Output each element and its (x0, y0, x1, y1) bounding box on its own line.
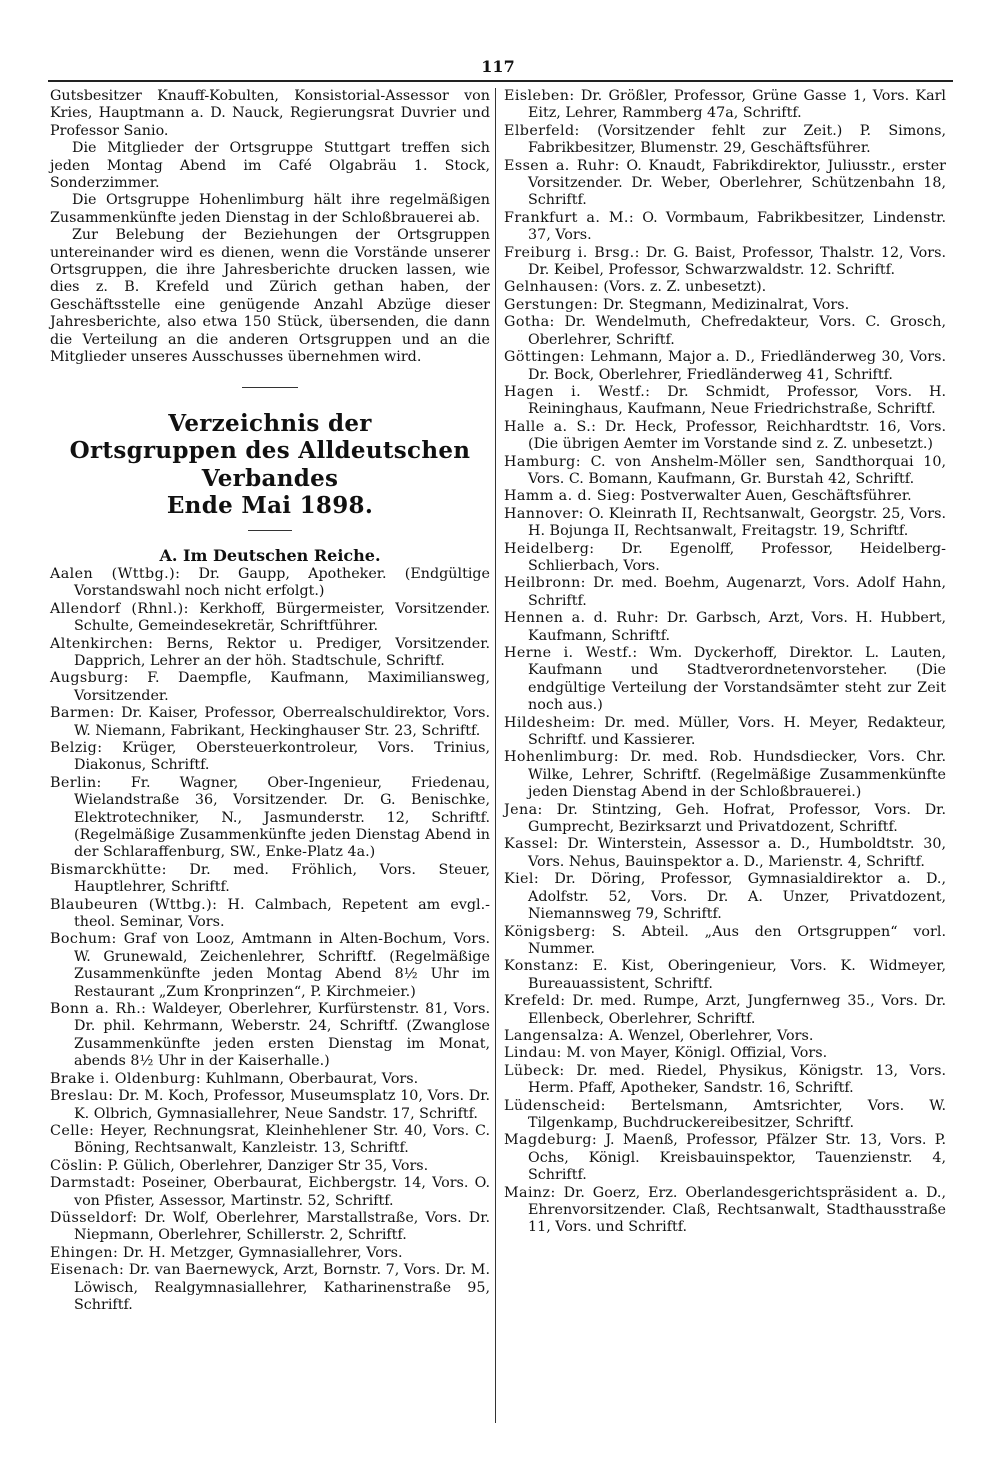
entry-place: Heidelberg: (504, 540, 595, 557)
entry-text: Dr. med. Boehm, Augenarzt, Vors. Adolf Hahn, Schriftf. (528, 575, 947, 609)
register-entry (504, 1132, 946, 1184)
entry-text: J. Maenß, Professor, Pfälzer Str. 13, Vors. P. Ochs, Königl. Kreisbauinspektor, Tauenzienstr. 4, Schriftf. (528, 1132, 947, 1184)
register-entry (50, 636, 490, 671)
entry-place: Hamburg: (504, 453, 581, 470)
entry-text: Dr. Wendelmuth, Chefredakteur, Vors. C. Grosch, Oberlehrer, Schriftf. (528, 314, 947, 348)
section-title: A. Im Deutschen Reiche. (159, 545, 381, 565)
register-entry (504, 158, 946, 210)
register-entry (504, 610, 946, 645)
register-entry (50, 862, 490, 897)
register-heading-line: Ortsgruppen des Alldeutschen Verbandes (69, 437, 471, 492)
entry-text: Dr. Stegmann, Medizinalrat, Vors. (602, 296, 850, 313)
entry-place: Bochum: (50, 931, 117, 948)
register-entry (504, 645, 946, 715)
entry-text: S. Abteil. „Aus den Ortsgruppen“ vorl. Nummer. (528, 923, 946, 957)
entry-place: Hamm a. d. Sieg: (504, 488, 636, 505)
register-entry (50, 1158, 490, 1175)
register-entry (504, 802, 946, 837)
entry-place: Belzig: (50, 739, 103, 756)
entry-text: Dr. Größler, Professor, Grüne Gasse 1, Vors. Karl Eitz, Lehrer, Rammberg 47a, Schriftf. (528, 88, 947, 122)
register-entry (50, 1001, 490, 1071)
entry-place: Lüdenscheid: (504, 1097, 606, 1114)
entry-text: Poseiner, Oberbaurat, Eichbergstr. 14, Vors. O. von Pfister, Assessor, Martinstr. 52, Schriftf. (74, 1175, 490, 1209)
register-entry (504, 575, 946, 610)
entry-place: Berlin: (50, 774, 102, 791)
register-entry (50, 1071, 490, 1088)
register-entry (504, 924, 946, 959)
left-column (50, 88, 490, 1314)
register-entry (504, 123, 946, 158)
entry-place: Barmen: (50, 705, 115, 722)
entry-text: Dr. med. Rumpe, Arzt, Jungfernweg 35., Vors. Dr. Ellenbeck, Oberlehrer, Schriftf. (528, 993, 947, 1027)
entry-place: Breslau: (50, 1088, 114, 1105)
entry-text: Kerkhoff, Bürgermeister, Vorsitzender. Schulte, Gemeindesekretär, Schriftführer. (74, 600, 490, 635)
register-entry (504, 993, 946, 1028)
entry-place: Heilbronn: (504, 575, 586, 592)
register-entry (504, 314, 946, 349)
entry-text: Fr. Wagner, Ober-Ingenieur, Friedenau, Wielandstraße 36, Vorsitzender. Dr. G. Benischke, Elektrotechniker, N., Jasmunderstr. 12, Schriftf. (Regelmäßige Zusammenkünfte jeden Dienstag Abend in der Schlaraffenburg, SW., Enke-Platz 4a.) (74, 774, 491, 861)
register-entry (504, 210, 946, 245)
entry-text: Dr. Schmidt, Professor, Vors. H. Reininghaus, Kaufmann, Neue Friedrichstraße, Schriftf. (528, 383, 946, 418)
entry-place: Elberfeld: (504, 122, 580, 139)
register-entry (504, 749, 946, 801)
register-entry (504, 88, 946, 123)
intro-paragraph: Gutsbesitzer Knauff-Kobulten, Konsistorial-Assessor von Kries, Hauptmann a. D. Nauck, Regierungsrat Duvrier und Professor Sanio. (50, 88, 490, 139)
column-divider (495, 88, 496, 1423)
register-entry (50, 1262, 490, 1314)
register-entry (50, 740, 490, 775)
entry-place: Altenkirchen: (50, 635, 154, 652)
entry-place: Krefeld: (504, 993, 566, 1010)
entry-place: Kassel: (504, 836, 559, 853)
heading-separator (248, 530, 292, 531)
entry-place: Langensalza: (504, 1027, 605, 1044)
entry-place: Mainz: (504, 1184, 556, 1201)
register-entry (504, 1063, 946, 1098)
entry-text: Dr. H. Metzger, Gymnasiallehrer, Vors. (122, 1244, 403, 1261)
register-heading-line: Verzeichnis der (168, 409, 372, 437)
entry-text: O. Kleinrath II, Rechtsanwalt, Georgstr. 25, Vors. H. Bojunga II, Rechtsanwalt, Freitagstr. 19, Schriftf. (528, 505, 946, 540)
register-entry (50, 1210, 490, 1245)
entry-text: Dr. Kaiser, Professor, Oberrealschuldirektor, Vors. W. Niemann, Fabrikant, Heckinghauser Str. 23, Schriftf. (74, 705, 491, 739)
entry-text: Dr. Döring, Professor, Gymnasialdirektor a. D., Adolfstr. 52, Vors. Dr. A. Unzer, Privatdozent, Niemannsweg 79, Schriftf. (528, 871, 946, 923)
register-entry (504, 836, 946, 871)
entry-place: Gerstungen: (504, 296, 599, 313)
register-heading-line: Ende Mai 1898. (166, 492, 374, 519)
header-rule (48, 80, 953, 82)
register-entry (504, 1185, 946, 1237)
entry-place: Hannover: (504, 505, 584, 522)
intro-paragraph: Zur Belebung der Beziehungen der Ortsgruppen untereinander wird es dienen, wenn die Vorstände unserer Ortsgruppen, die ihre Jahresberichte drucken lassen, wie dies z. B. Krefeld und Zürich gethan haben, der Geschäftsstelle eine genügende Anzahl Abzüge dieser Jahresberichte, also etwa 150 Stück, übersenden, die dann die Verteilung an die anderen Ortsgruppen und an die Mitglieder unseres Ausschusses übernehmen wird. (50, 227, 490, 366)
entry-place: Augsburg: (50, 670, 129, 687)
entry-place: Frankfurt a. M.: (504, 209, 635, 226)
intro-paragraph: Die Ortsgruppe Hohenlimburg hält ihre regelmäßigen Zusammenkünfte jeden Dienstag in der Schloßbrauerei ab. (50, 192, 490, 226)
entry-place: Eisenach: (50, 1262, 125, 1279)
entry-text: Dr. M. Koch, Professor, Museumsplatz 10, Vors. Dr. K. Olbrich, Gymnasiallehrer, Neue Sandstr. 17, Schriftf. (74, 1088, 491, 1122)
entry-place: Hagen i. Westf.: (504, 383, 651, 400)
register-entry (504, 279, 946, 296)
register-entry (50, 601, 490, 636)
entry-text: Dr. med. Rob. Hundsdiecker, Vors. Chr. Wilke, Lehrer, Schriftf. (Regelmäßige Zusammenkünfte jeden Dienstag Abend in der Schloßbrauerei.) (528, 749, 946, 801)
entry-text: Dr. van Baernewyck, Arzt, Bornstr. 7, Vors. Dr. M. Löwisch, Realgymnasiallehrer, Katharinenstraße 95, Schriftf. (74, 1262, 490, 1313)
register-entry (50, 1245, 490, 1262)
entry-text: Wm. Dyckerhoff, Direktor. L. Lauten, Kaufmann und Stadtverordnetenvorsteher. (Die endgültige Verteilung der Vorstandsämter steht zur Zeit noch aus.) (528, 645, 946, 714)
entry-text: Graf von Looz, Amtmann in Alten-Bochum, Vors. W. Grunewald, Zeichenlehrer, Schriftf. (Regelmäßige Zusammenkünfte jeden Montag Abend 8½ Uhr im Restaurant „Zum Kronprinzen“, P. Kirchmeier.) (74, 931, 490, 1000)
entry-text: Dr. Gaupp, Apotheker. (Endgültige Vorstandswahl noch nicht erfolgt.) (74, 565, 491, 600)
entry-place: Göttingen: (504, 349, 585, 366)
register-entry (504, 245, 946, 280)
register-entry (504, 419, 946, 454)
page-number: 117 (481, 57, 515, 76)
register-entry (504, 958, 946, 993)
entry-place: Darmstadt: (50, 1175, 136, 1192)
intro-paragraph: Die Mitglieder der Ortsgruppe Stuttgart treffen sich jeden Montag Abend im Café Olgabräu 1. Stock, Sonderzimmer. (50, 140, 490, 192)
register-entry (504, 349, 946, 384)
entry-text: H. Calmbach, Repetent am evgl.-theol. Seminar, Vors. (74, 896, 491, 931)
section-separator (242, 387, 298, 388)
entry-text: A. Wenzel, Oberlehrer, Vors. (608, 1027, 814, 1044)
entry-place: Aalen (Wttbg.): (50, 565, 181, 582)
entry-text: Dr. Stintzing, Geh. Hofrat, Professor, Vors. Dr. Gumprecht, Bezirksarzt und Privatdozent, Schriftf. (528, 801, 946, 836)
entry-text: Dr. G. Baist, Professor, Thalstr. 12, Vors. Dr. Keibel, Professor, Schwarzwaldstr. 12. Schriftf. (528, 244, 946, 279)
register-entry (504, 506, 946, 541)
register-entry (504, 454, 946, 489)
entry-place: Ehingen: (50, 1244, 119, 1261)
entry-place: Bismarckhütte: (50, 861, 167, 878)
entry-text: Dr. med. Fröhlich, Vors. Steuer, Hauptlehrer, Schriftf. (74, 861, 491, 896)
entry-text: P. Gülich, Oberlehrer, Danziger Str 35, Vors. (107, 1157, 429, 1174)
entry-text: Dr. Egenolff, Professor, Heidelberg-Schlierbach, Vors. (528, 540, 946, 574)
entry-place: Cöslin: (50, 1157, 103, 1174)
entry-place: Königsberg: (504, 923, 596, 940)
entry-place: Essen a. Ruhr: (504, 157, 620, 174)
entry-place: Freiburg i. Brsg.: (504, 244, 640, 261)
entry-text: (Vors. z. Z. unbesetzt). (603, 279, 767, 296)
entry-text: O. Vormbaum, Fabrikbesitzer, Lindenstr. 37, Vors. (528, 209, 946, 244)
entry-text: O. Knaudt, Fabrikdirektor, Juliusstr., erster Vorsitzender. Dr. Weber, Oberlehrer, Schützenbahn 18, Schriftf. (528, 157, 947, 209)
entry-text: M. von Mayer, Königl. Offizial, Vors. (566, 1045, 828, 1062)
entry-text: C. von Anshelm-Möller sen, Sandthorquai 10, Vors. C. Bomann, Kaufmann, Gr. Burstah 42, Schriftf. (528, 453, 946, 487)
entry-text: Dr. Heck, Professor, Reichhardtstr. 16, Vors. (Die übrigen Aemter im Vorstande sind z. Z. unbesetzt.) (528, 418, 947, 453)
register-list-left (50, 566, 490, 1314)
entry-text: Postverwalter Auen, Geschäftsführer. (640, 488, 912, 505)
entry-text: F. Daempfle, Kaufmann, Maximiliansweg, Vorsitzender. (74, 670, 490, 704)
register-entry (50, 775, 490, 862)
entry-place: Kiel: (504, 871, 540, 888)
entry-place: Jena: (504, 801, 543, 818)
entry-text: Dr. Wolf, Oberlehrer, Marstallstraße, Vors. Dr. Niepmann, Oberlehrer, Schillerstr. 2, Schriftf. (74, 1209, 490, 1244)
entry-place: Hohenlimburg: (504, 749, 620, 766)
entry-place: Magdeburg: (504, 1132, 598, 1149)
register-entry (504, 871, 946, 923)
register-entry (504, 1028, 946, 1045)
entry-place: Eisleben: (504, 88, 575, 104)
entry-text: Heyer, Rechnungsrat, Kleinhehlener Str. 40, Vors. C. Böning, Rechtsanwalt, Kanzleistr. 13, Schriftf. (74, 1122, 490, 1157)
entry-text: Dr. Winterstein, Assessor a. D., Humboldtstr. 30, Vors. Nehus, Bauinspektor a. D., Marienstr. 4, Schriftf. (528, 836, 946, 870)
entry-text: Bertelsmann, Amtsrichter, Vors. W. Tilgenkamp, Buchdruckereibesitzer, Schriftf. (528, 1097, 946, 1131)
entry-place: Halle a. S.: (504, 418, 597, 435)
register-entry (504, 1098, 946, 1133)
entry-place: Konstanz: (504, 958, 579, 975)
entry-text: Dr. med. Müller, Vors. H. Meyer, Redakteur, Schriftf. und Kassierer. (528, 714, 946, 749)
register-entry (50, 566, 490, 601)
register-entry (50, 1088, 490, 1123)
register-entry (50, 1175, 490, 1210)
register-entry (50, 1123, 490, 1158)
register-entry (504, 541, 946, 576)
register-entry (50, 670, 490, 705)
entry-place: Lübeck: (504, 1062, 565, 1079)
entry-text: Dr. med. Riedel, Physikus, Königstr. 13, Vors. Herm. Pfaff, Apotheker, Sandstr. 16, Schriftf. (528, 1062, 946, 1097)
register-entry (504, 1045, 946, 1062)
entry-place: Allendorf (Rhnl.): (50, 600, 189, 617)
register-entry (50, 931, 490, 1001)
register-entry (504, 297, 946, 314)
entry-place: Gelnhausen: (504, 279, 599, 296)
entry-text: Krüger, Obersteuerkontroleur, Vors. Trinius, Diakonus, Schriftf. (74, 739, 490, 774)
entry-place: Lindau: (504, 1045, 562, 1062)
entry-text: Kuhlmann, Oberbaurat, Vors. (205, 1070, 419, 1087)
register-list-right (504, 88, 946, 1237)
entry-text: Dr. Goerz, Erz. Oberlandesgerichtspräsident a. D., Ehrenvorsitzender. Claß, Rechtsanwalt, Stadthausstraße 11, Vors. und Schriftf. (528, 1184, 947, 1236)
register-entry (504, 488, 946, 505)
entry-text: Berns, Rektor u. Prediger, Vorsitzender. Dapprich, Lehrer an der höh. Stadtschule, Schriftf. (74, 635, 491, 669)
register-entry (504, 384, 946, 419)
entry-place: Düsseldorf: (50, 1209, 138, 1226)
entry-place: Hildesheim: (504, 714, 596, 731)
register-entry (50, 705, 490, 740)
register-entry (504, 715, 946, 750)
entry-text: Dr. Garbsch, Arzt, Vors. H. Hubbert, Kaufmann, Schriftf. (528, 610, 946, 644)
entry-text: Waldeyer, Oberlehrer, Kurfürstenstr. 81, Vors. Dr. phil. Kehrmann, Weberstr. 24, Schriftf. (Zwanglose Zusammenkünfte jeden ersten Dienstag im Monat, abends 8½ Uhr in der Kaiserhalle.) (74, 1001, 490, 1070)
right-column (504, 88, 946, 1237)
entry-place: Herne i. Westf.: (504, 645, 638, 661)
entry-text: (Vorsitzender fehlt zur Zeit.) P. Simons, Fabrikbesitzer, Blumenstr. 29, Geschäftsführer. (528, 122, 946, 157)
entry-place: Blaubeuren (Wttbg.): (50, 896, 218, 913)
entry-place: Hennen a. d. Ruhr: (504, 610, 660, 627)
entry-place: Brake i. Oldenburg: (50, 1070, 202, 1087)
entry-text: Lehmann, Major a. D., Friedländerweg 30, Vors. Dr. Bock, Oberlehrer, Friedländerweg 41, Schriftf. (528, 349, 947, 383)
entry-place: Gotha: (504, 314, 555, 331)
entry-place: Bonn a. Rh.: (50, 1001, 147, 1018)
entry-place: Celle: (50, 1122, 95, 1139)
register-entry (50, 897, 490, 932)
entry-text: E. Kist, Oberingenieur, Vors. K. Widmeyer, Bureauassistent, Schriftf. (528, 958, 947, 992)
